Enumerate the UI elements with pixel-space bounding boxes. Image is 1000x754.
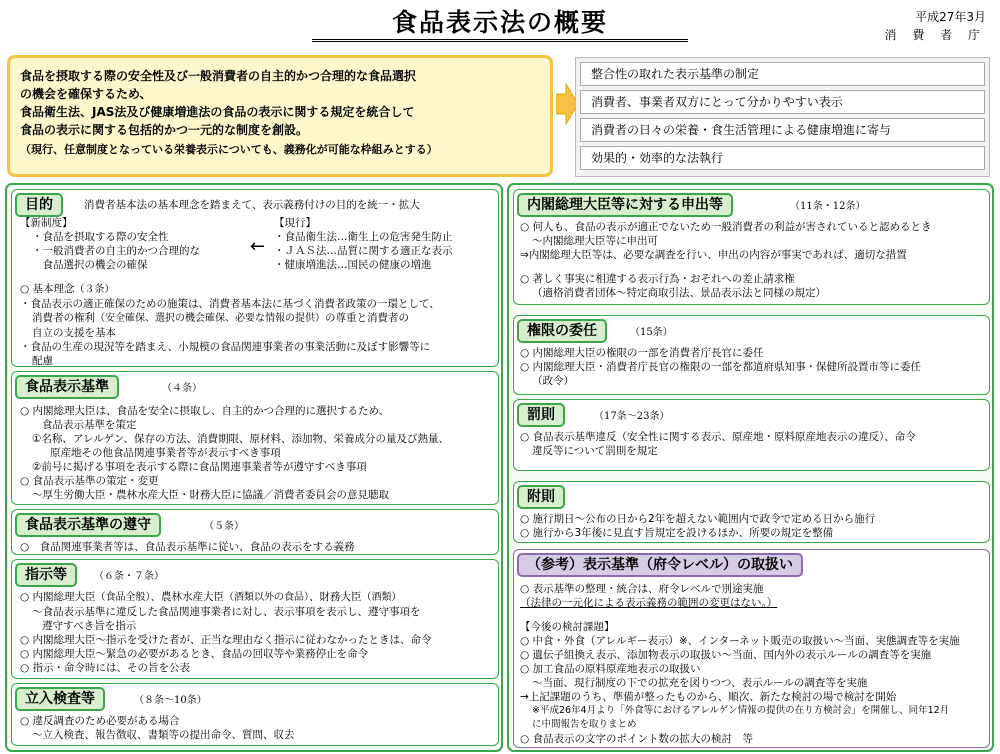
penalties-body	[520, 430, 916, 458]
issue-line: ○ 食品表示の文字のポイント数の拡大の検討 等	[520, 733, 753, 745]
issue-date: 平成27年3月	[915, 10, 986, 24]
delegation-line: （政令）	[532, 375, 574, 387]
supplementary-body	[520, 512, 875, 540]
goal-item: 消費者の日々の栄養・食生活管理による健康増進に寄与	[580, 118, 985, 142]
standards-section	[11, 371, 499, 505]
goal-item: 整合性の取れた表示基準の制定	[580, 62, 985, 86]
standards-line: 原産地その他食品関連事業者等が表示すべき事項	[50, 447, 281, 459]
intro-line: の機会を確保するため、	[20, 87, 152, 101]
inspection-line: 〜立入検査、報告徴収、書類等の提出命令、質問、収去	[32, 729, 295, 741]
request-line: ○ 著しく事実に相違する表示行為・おそれへの差止請求権	[520, 273, 795, 285]
request-article: （11条・12条）	[790, 201, 866, 212]
penalties-line: 違反等について罰則を規定	[532, 445, 658, 457]
current-system-item: ・健康増進法…国民の健康の増進	[274, 259, 432, 271]
standards-line: 〜厚生労働大臣・農林水産大臣・財務大臣に協議／消費者委員会の意見聴取	[32, 489, 389, 501]
instructions-line: ○ 内閣総理大臣〜指示を受けた者が、正当な理由なく指示に従わなかったときは、命令	[20, 634, 432, 646]
current-system-item: ・ＪＡＳ法…品質に関する適正な表示	[274, 245, 453, 257]
instructions-text: 、農林水産大臣	[150, 591, 224, 603]
compliance-heading: 食品表示基準の遵守	[15, 513, 161, 537]
new-system-item: ・食品を摂取する際の安全性	[32, 231, 169, 243]
issue-line: ○ 遺伝子組換え表示、添加物表示の取扱い〜当面、国内外の表示ルールの調査等を実施	[520, 649, 932, 661]
instructions-note: （酒類）	[361, 592, 402, 603]
standards-line: ○ 食品表示基準の策定・変更	[20, 475, 159, 487]
issues-label: 【今後の検討課題】	[520, 621, 615, 633]
purpose-heading: 目的	[15, 193, 63, 217]
request-heading: 内閣総理大臣等に対する申出等	[517, 193, 733, 217]
current-system-block	[274, 216, 453, 272]
penalties-article: （17条〜23条）	[594, 411, 670, 422]
page-title: 食品表示法の概要	[312, 6, 688, 42]
issue-line: ※平成26年4月より「外食等におけるアレルゲン情報の提供の在り方検討会」を開催し、同年12月	[532, 705, 950, 716]
principle-text: 自立の支援を基本	[32, 327, 116, 339]
compliance-article: （５条）	[204, 521, 244, 532]
instructions-line: ○ 指示・命令時には、その旨を公表	[20, 662, 190, 674]
left-panel	[5, 183, 503, 752]
principle-article: （３条）	[74, 284, 115, 295]
inspection-body	[20, 714, 295, 742]
purpose-section	[11, 189, 499, 367]
delegation-section	[513, 315, 990, 395]
request-line: （適格消費者団体〜特定商取引法、景品表示法と同様の規定）	[532, 287, 826, 299]
principle-text: 消費者の権利	[32, 312, 95, 324]
intro-line: 食品を摂取する際の安全性及び一般消費者の自主的かつ合理的な食品選択	[20, 69, 417, 83]
instructions-text: 、財務大臣	[309, 591, 362, 603]
instructions-line: 遵守すべき旨を指示	[42, 620, 137, 632]
instructions-line: ○ 内閣総理大臣〜緊急の必要があるとき、食品の回収等や業務停止を命令	[20, 648, 369, 660]
instructions-section	[11, 559, 499, 679]
left-arrow-icon: ←	[250, 236, 266, 257]
instructions-body	[20, 590, 432, 675]
request-line: 〜内閣総理大臣等に申出可	[532, 235, 658, 247]
new-system-block	[20, 216, 200, 272]
delegation-article: （15条）	[630, 327, 673, 338]
reference-line: （法律の一元化による表示義務の範囲の変更はない。）	[520, 597, 778, 609]
inspection-heading: 立入検査等	[15, 687, 105, 711]
compliance-line: ○ 食品関連事業者等は、食品表示基準に従い、食品の表示をする義務	[20, 541, 355, 553]
goals-list	[575, 57, 990, 177]
request-line: ⇒内閣総理大臣等は、必要な調査を行い、申出の内容が事実であれば、適切な措置	[520, 249, 907, 261]
compliance-section	[11, 509, 499, 555]
issue-line: 〜当面、現行制度の下での拡充を図りつつ、表示ルールの調査等を実施	[532, 677, 868, 689]
agency-name: 消 費 者 庁	[884, 28, 986, 42]
penalties-line: ○ 食品表示基準違反（安全性に関する表示、原産地・原料原産地表示の違反）、命令	[520, 431, 916, 443]
new-system-item: 食品選択の機会の確保	[32, 259, 148, 271]
issue-line: →上記課題のうち、準備が整ったものから、順次、新たな検討の場で検討を開始	[520, 691, 897, 703]
purpose-lead: 消費者基本法の基本理念を踏まえて、表示義務付けの目的を統一・拡大	[84, 199, 420, 211]
instructions-line: 〜食品表示基準に違反した食品関連事業者に対し、表示事項を表示し、遵守事項を	[32, 606, 421, 618]
new-system-item: ・一般消費者の自主的かつ合理的な	[32, 245, 200, 257]
standards-line: ①名称、アレルゲン、保存の方法、消費期限、原材料、添加物、栄養成分の量及び熱量、	[32, 433, 449, 445]
intro-line: 食品の表示に関する包括的かつ一元的な制度を創設。	[20, 123, 309, 137]
instructions-text: ○ 内閣総理大臣	[20, 591, 96, 603]
principle-text: 配慮	[32, 355, 53, 367]
current-system-item: ・食品衛生法…衛生上の危害発生防止	[274, 231, 453, 243]
standards-heading: 食品表示基準	[15, 375, 119, 399]
intro-note: （現行、任意制度となっている栄養表示についても、義務化が可能な枠組みとする）	[20, 143, 438, 156]
supplementary-line: ○ 施行から3年後に見直す旨規定を設けるほか、所要の規定を整備	[520, 527, 834, 539]
inspection-article: （８条〜10条）	[134, 695, 207, 706]
intro-box	[7, 55, 553, 177]
standards-line: 食品表示基準を策定	[42, 419, 137, 431]
inspection-line: ○ 違反調査のため必要がある場合	[20, 715, 180, 727]
delegation-line: ○ 内閣総理大臣・消費者庁長官の権限の一部を都道府県知事・保健所設置市等に委任	[520, 361, 921, 373]
principle-label: ○ 基本理念	[20, 283, 75, 295]
request-body	[520, 220, 932, 300]
principle-note: （安全確保、選択の機会確保、必要な情報の提供）	[95, 313, 325, 324]
reference-heading: （参考）表示基準（府令レベル）の取扱い	[517, 553, 803, 577]
principle-block	[20, 282, 496, 368]
goal-item: 消費者、事業者双方にとって分かりやすい表示	[580, 90, 985, 114]
reference-body	[520, 582, 960, 746]
instructions-heading: 指示等	[15, 563, 77, 587]
instructions-note: （食品全般）	[95, 592, 151, 603]
principle-text: ・食品表示の適正確保のための施策は、消費者基本法に基づく消費者政策の一環として、	[20, 298, 440, 310]
issue-line: に中間報告を取りまとめ	[532, 719, 637, 730]
penalties-heading: 罰則	[517, 403, 565, 427]
current-system-label: 【現行】	[274, 217, 316, 229]
standards-article: （４条）	[162, 383, 202, 394]
supplementary-section	[513, 481, 990, 543]
delegation-heading: 権限の委任	[517, 319, 607, 343]
issue-line: ○ 加工食品の原料原産地表示の取扱い	[520, 663, 701, 675]
request-line: ○ 何人も、食品の表示が適正でないため一般消費者の利益が害されていると認めるとき	[520, 221, 932, 233]
intro-line: 食品衛生法、JAS法及び健康増進法の食品の表示に関する規定を統合して	[20, 105, 415, 119]
delegation-body	[520, 346, 921, 388]
penalties-section	[513, 399, 990, 471]
goal-item: 効果的・効率的な法執行	[580, 146, 985, 170]
inspection-section	[11, 683, 499, 746]
new-system-label: 【新制度】	[20, 217, 73, 229]
instructions-note: （酒類以外の食品）	[224, 592, 309, 603]
right-panel	[507, 183, 994, 752]
principle-text: ・食品の生産の現況等を踏まえ、小規模の食品関連事業者の事業活動に及ぼす影響等に	[20, 341, 431, 353]
delegation-line: ○ 内閣総理大臣の権限の一部を消費者庁長官に委任	[520, 347, 764, 359]
supplementary-line: ○ 施行期日〜公布の日から2年を超えない範囲内で政令で定める日から施行	[520, 513, 876, 525]
request-section	[513, 189, 990, 305]
principle-text: の尊重と消費者の	[325, 312, 409, 324]
standards-body	[20, 404, 449, 502]
reference-section	[513, 549, 990, 748]
instructions-article: （６条・７条）	[94, 571, 164, 582]
issuer-block	[885, 8, 986, 44]
reference-line: ○ 表示基準の整理・統合は、府令レベルで別途実施	[520, 583, 764, 595]
supplementary-heading: 附則	[517, 485, 565, 509]
standards-line: ②前号に掲げる事項を表示する際に食品関連事業者等が遵守すべき事項	[32, 461, 367, 473]
standards-line: ○ 内閣総理大臣は、食品を安全に摂取し、自主的かつ合理的に選択するため、	[20, 405, 390, 417]
issue-line: ○ 中食・外食（アレルギー表示）※、インターネット販売の取扱い〜当面、実態調査等を実施	[520, 635, 960, 647]
